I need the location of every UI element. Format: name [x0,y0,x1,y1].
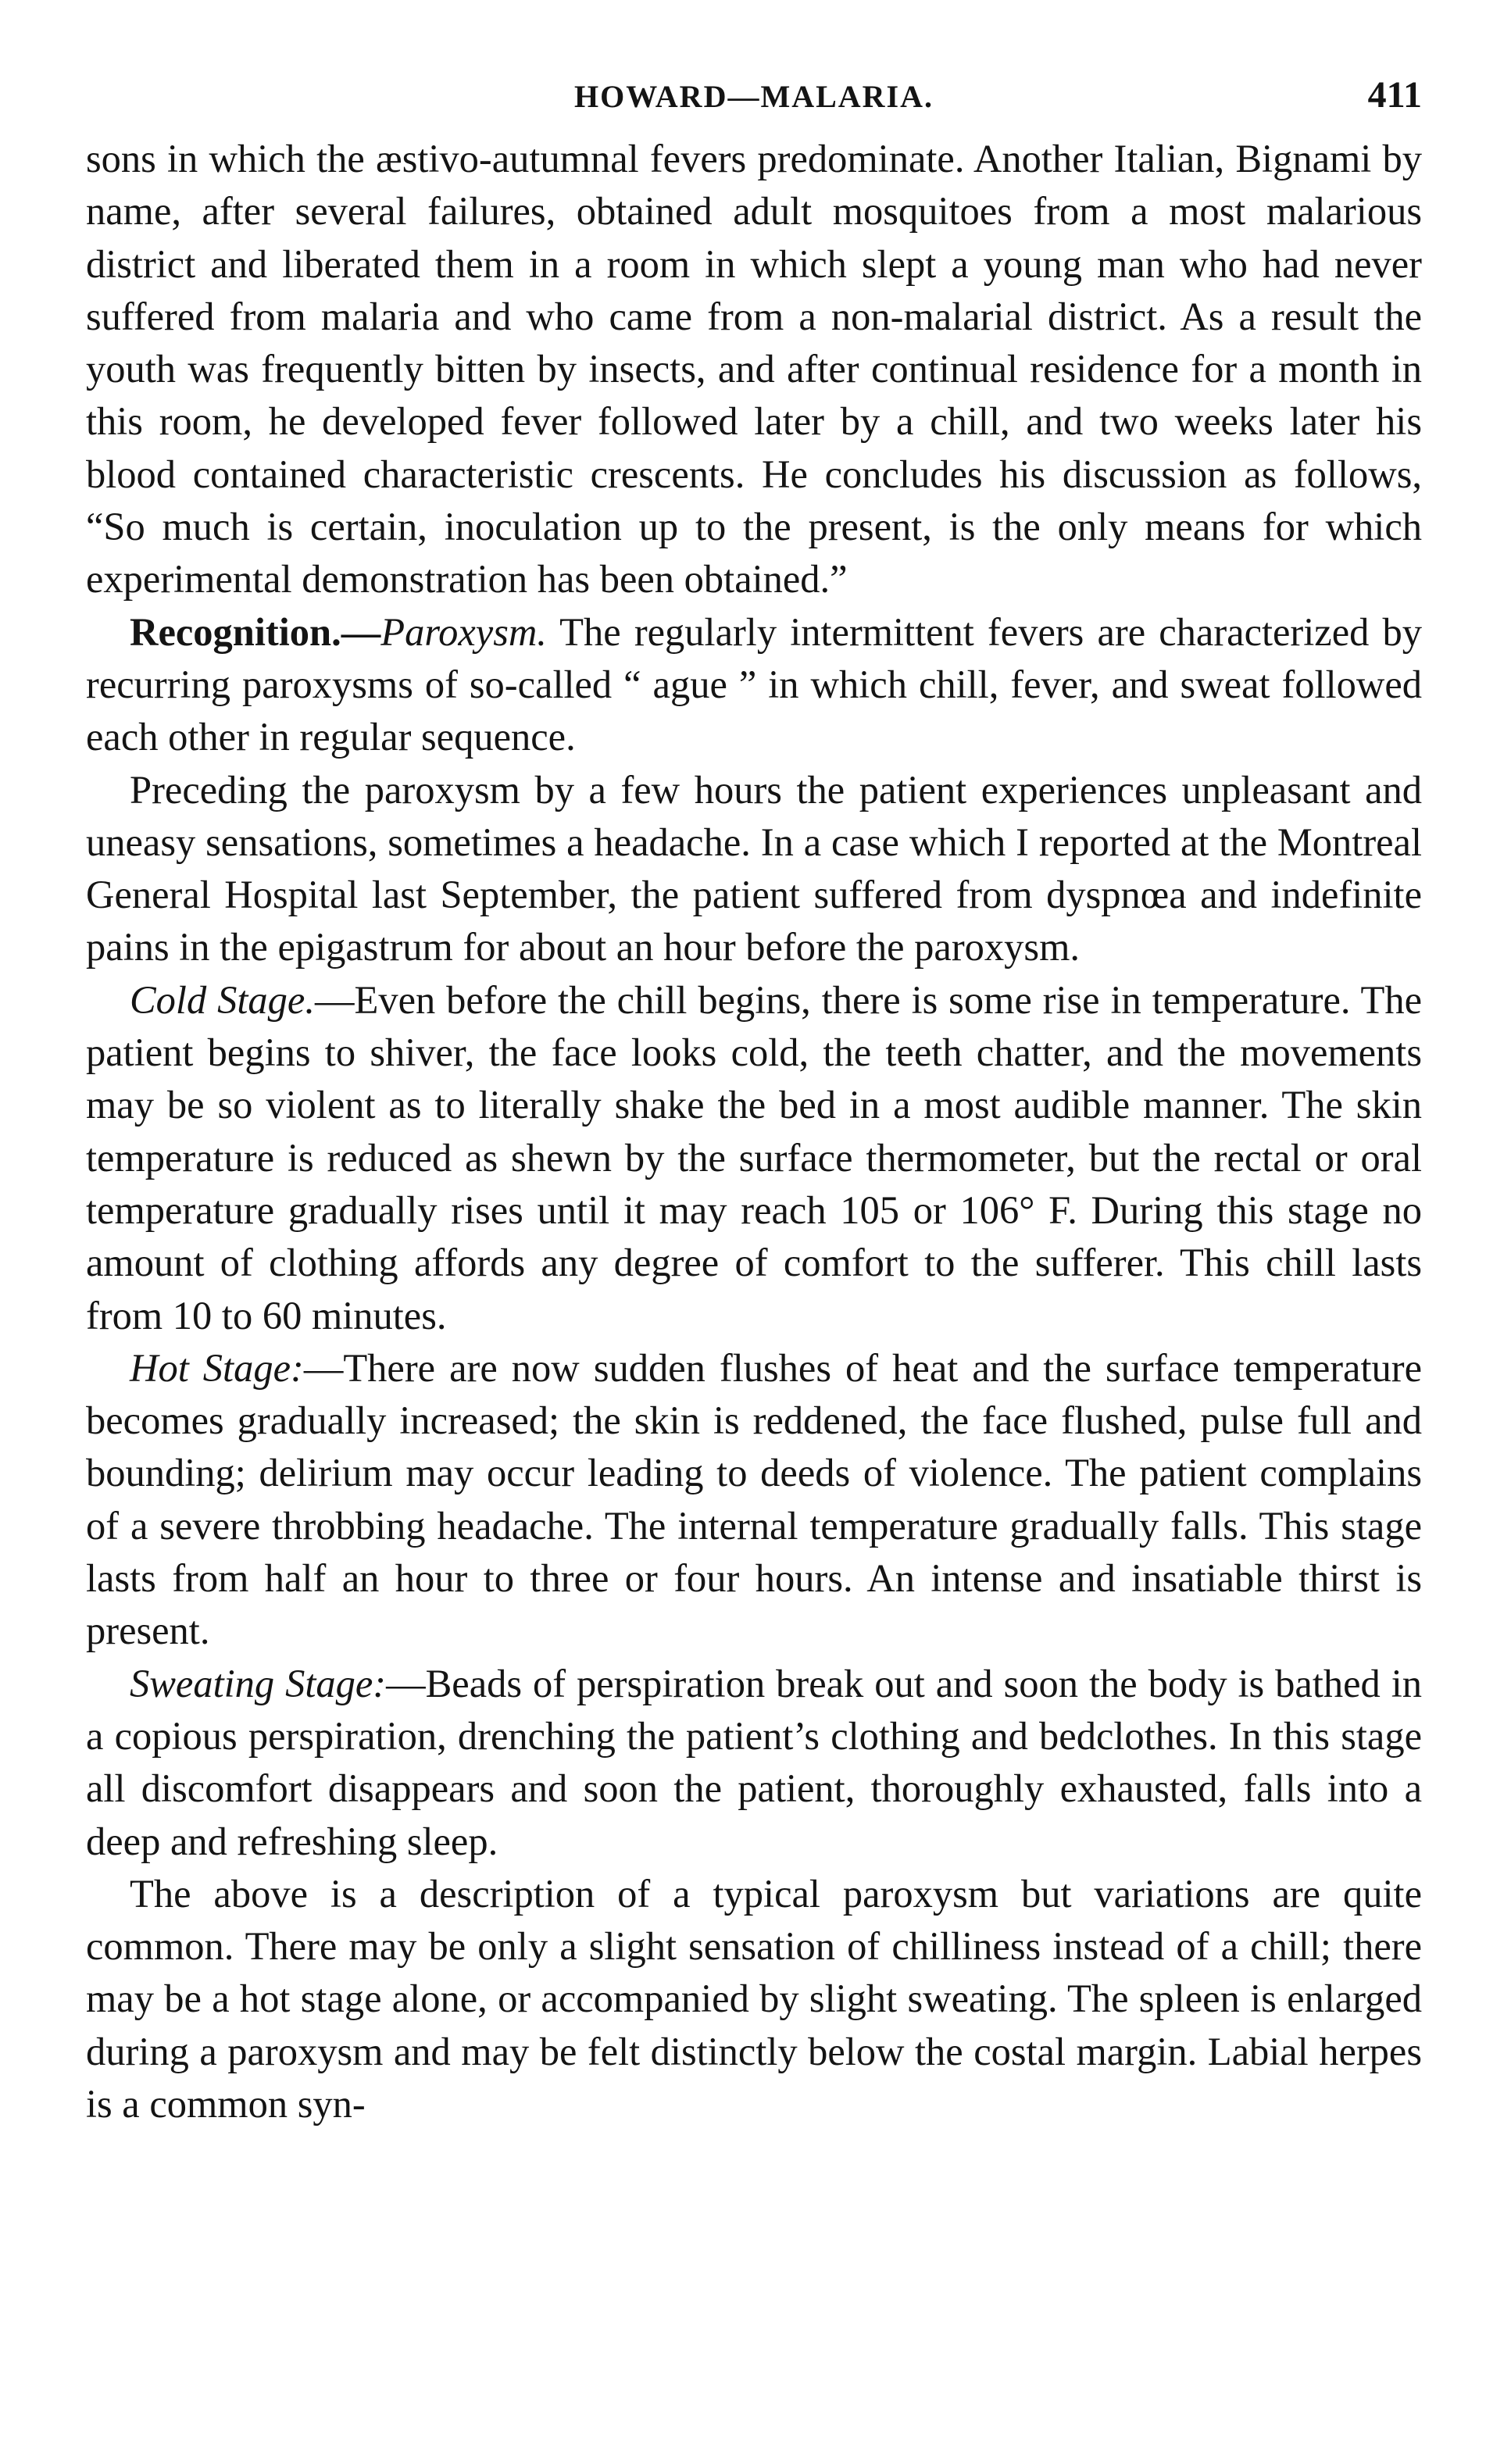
paragraph-sweating-stage [86,1658,1422,1868]
subsection-heading: Paroxysm. [380,609,547,654]
book-page [86,62,1422,2130]
paragraph-variations [86,1868,1422,2130]
paragraph-preceding-paroxysm [86,764,1422,974]
running-head [86,62,1422,133]
paragraph-text: sons in which the æstivo-autumnal fevers predominate. Another Italian, Bignami by name, after several failures, obtained adult mosquitoes from a most malarious district and liberated them in a room in which slept a young man who had never suffered from malaria and who came from a non-malarial district. As a result the youth was frequently bitten by insects, and after continual residence for a month in this room, he developed fever followed later by a chill, and two weeks later his blood contained characteristic crescents. He concludes his discussion as follows, “So much is certain, inoculation up to the present, is the only means for which experimental demonstration has been obtained.” [86,137,1422,602]
paragraph-text: —Even before the chill begins, there is some rise in temperature. The patient begins to shiver, the face looks cold, the teeth chatter, and the movements may be so violent as to literally shake the bed in a most audible manner. The skin temperature is reduced as shewn by the surface thermometer, but the rectal or oral temperature gradually rises until it may reach 105 or 106° F. During this stage no amount of clothing affords any degree of comfort to the sufferer. This chill lasts from 10 to 60 minutes. [86,977,1423,1337]
paragraph-text: —Beads of perspiration break out and soon the body is bathed in a copious perspiration, drenching the patient’s clothing and bedclothes. In this stage all discomfort disappears and soon the patient, thoroughly exhausted, falls into a deep and refreshing sleep. [86,1661,1423,1863]
subsection-heading: Cold Stage. [130,977,315,1022]
paragraph-bignami-experiment [86,133,1422,606]
paragraph-text: —There are now sudden flushes of heat and the surface temperature becomes gradually increased; the skin is reddened, the face flushed, pulse full and bounding; delirium may occur leading to deeds of violence. The patient complains of a severe throbbing headache. The internal temperature gradually falls. This stage lasts from half an hour to three or four hours. An intense and insatiable thirst is present. [86,1345,1422,1653]
paragraph-hot-stage [86,1342,1422,1658]
page-number: 411 [1367,74,1422,116]
paragraph-text: Preceding the paroxysm by a few hours the patient experiences unpleasant and uneasy sensations, sometimes a headache. In a case which I reported at the Montreal General Hospital last September, the patient suffered from dyspnœa and indefinite pains in the epigastrum for about an hour before the paroxysm. [86,767,1422,970]
paragraph-text: The above is a description of a typical paroxysm but variations are quite common. There may be only a slight sensation of chilliness instead of a chill; there may be a hot stage alone, or accompanied by slight sweating. The spleen is enlarged during a paroxysm and may be felt distinctly below the costal margin. Labial herpes is a common syn- [86,1871,1422,2126]
section-heading: Recognition.— [130,609,381,654]
paragraph-cold-stage [86,974,1422,1342]
subsection-heading: Hot Stage: [130,1345,304,1390]
subsection-heading: Sweating Stage: [130,1661,387,1705]
paragraph-recognition [86,606,1422,764]
paragraph-text: The regularly intermittent fevers are characterized by recurring paroxysms of so-called “ ague ” in which chill, fever, and sweat followed each other in regular sequence. [86,609,1422,759]
body-text [86,133,1422,2130]
running-title: HOWARD—MALARIA. [574,79,934,114]
